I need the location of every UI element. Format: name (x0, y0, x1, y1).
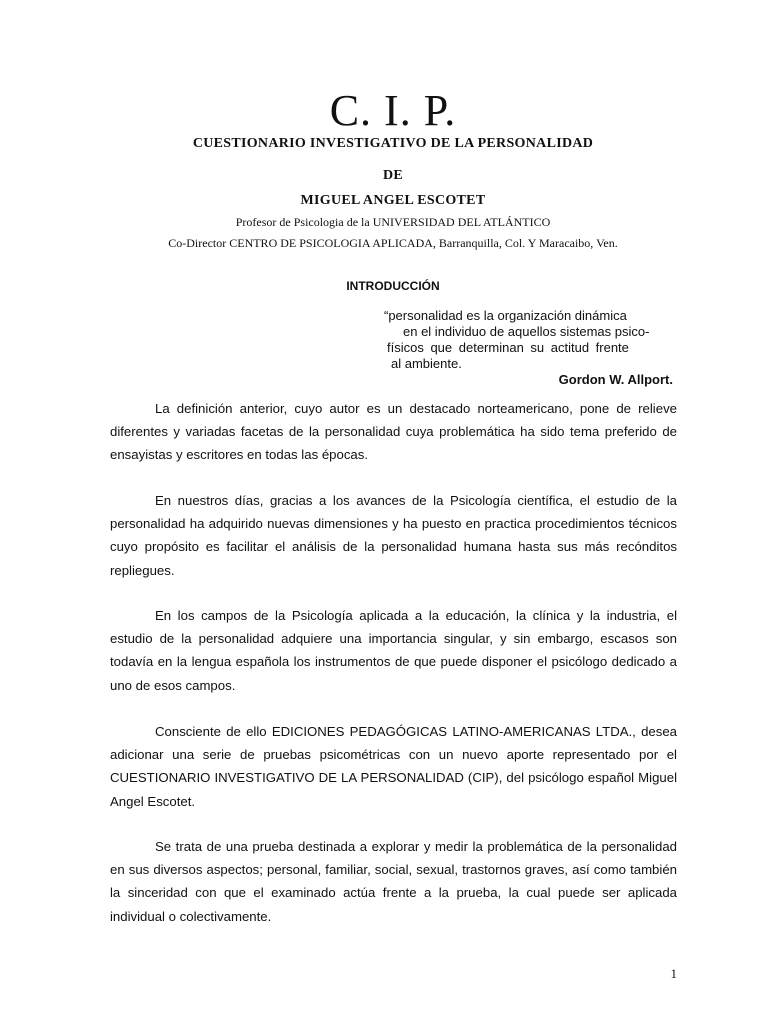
quote-line: al ambiente. (391, 356, 462, 371)
author-affiliation-1: Profesor de Psicologia de la UNIVERSIDAD DEL ATLÁNTICO (235, 215, 551, 229)
document-subtitle: CUESTIONARIO INVESTIGATIVO DE LA PERSONALIDAD (192, 136, 594, 151)
document-title: C. I. P. (329, 86, 457, 135)
body-paragraph: En los campos de la Psicología aplicada a la educación, la clínica y la industria, el estudio de la personalidad adquiere una importancia singular, y sin embargo, escasos son todavía en la lengua española los instrumentos de que puede disponer el psicólogo dedicado a uno de esos campos. (110, 608, 677, 693)
body-paragraph: Consciente de ello EDICIONES PEDAGÓGICAS LATINO-AMERICANAS LTDA., desea adicionar una serie de pruebas psicométricas con un nuevo aporte representado por el CUESTIONARIO INVESTIGATIVO DE LA PERSONALIDAD (CIP), del psicólogo español Miguel Angel Escotet. (110, 724, 677, 809)
body-paragraph: La definición anterior, cuyo autor es un destacado norteamericano, pone de relieve diferentes y variadas facetas de la personalidad cuya problemática ha sido tema preferido de ensayistas y escritores en todas las épocas. (110, 401, 677, 463)
quote-line: “personalidad es la organización dinámica (384, 308, 627, 323)
quote-line: en el individuo de aquellos sistemas psico- (403, 324, 650, 339)
author-name: MIGUEL ANGEL ESCOTET (300, 193, 486, 208)
section-heading-introduccion: INTRODUCCIÓN (346, 279, 440, 293)
page-number: 1 (670, 966, 677, 981)
body-paragraph: En nuestros días, gracias a los avances de la Psicología científica, el estudio de la personalidad ha adquirido nuevas dimensiones y ha puesto en practica procedimientos técnicos cuyo propósito es facilitar el análisis de la personalidad humana hasta sus más recónditos repliegues. (110, 493, 677, 578)
byline-de: DE (382, 168, 404, 183)
quote-line: físicos que determinan su actitud frente (387, 340, 629, 355)
quote-author: Gordon W. Allport. (558, 372, 673, 387)
body-paragraph: Se trata de una prueba destinada a explorar y medir la problemática de la personalidad en sus diversos aspectos; personal, familiar, social, sexual, trastornos graves, así como también la sinceridad con que el examinado actúa frente a la prueba, la cual puede ser aplicada individual o colectivamente. (110, 839, 677, 924)
author-affiliation-2: Co-Director CENTRO DE PSICOLOGIA APLICADA, Barranquilla, Col. Y Maracaibo, Ven. (168, 236, 618, 250)
